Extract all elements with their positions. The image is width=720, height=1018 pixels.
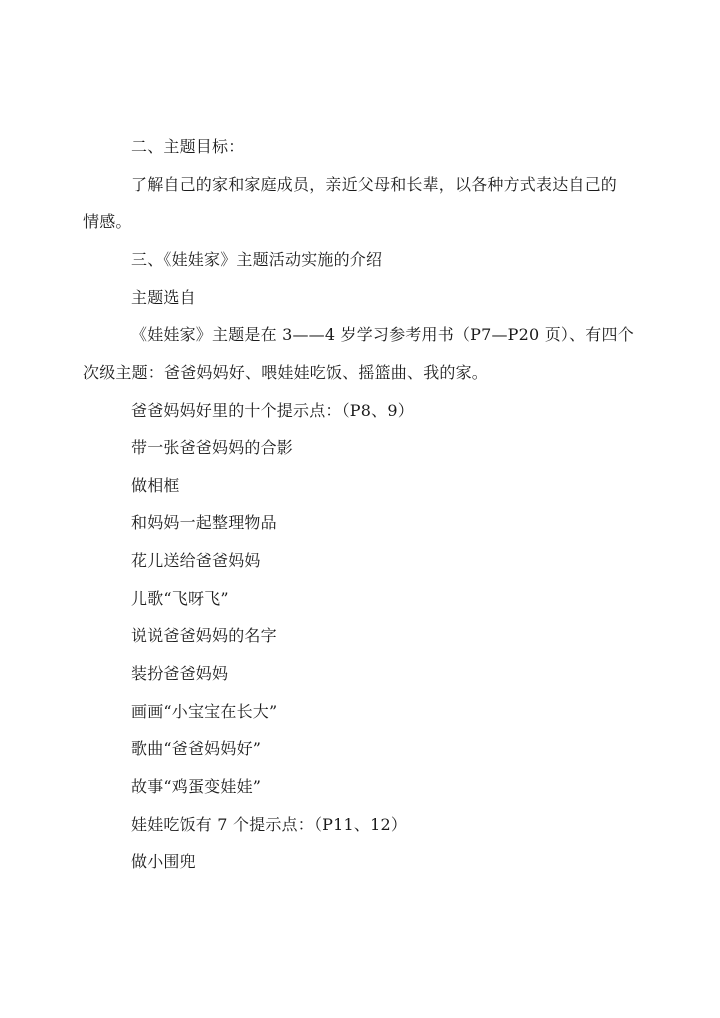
list-item: 做相框	[131, 476, 180, 495]
intro-text-line: 《娃娃家》主题是在 3——4 岁学习参考用书（P7—P20 页）、有四个	[131, 325, 634, 344]
list-item: 花儿送给爸爸妈妈	[131, 551, 261, 570]
theme-source-label: 主题选自	[131, 288, 196, 307]
section-heading-goal: 二、主题目标：	[131, 137, 245, 156]
section-heading-intro: 三、《娃娃家》主题活动实施的介绍	[131, 250, 383, 269]
subtheme-heading: 娃娃吃饭有 7 个提示点：（P11、12）	[131, 815, 408, 834]
list-item: 说说爸爸妈妈的名字	[131, 626, 277, 645]
list-item: 画画“小宝宝在长大”	[131, 702, 278, 721]
intro-text-line: 次级主题：爸爸妈妈好、喂娃娃吃饭、摇篮曲、我的家。	[83, 363, 489, 382]
list-item: 故事“鸡蛋变娃娃”	[131, 777, 262, 796]
list-item: 做小围兜	[131, 852, 196, 871]
list-item: 歌曲“爸爸妈妈好”	[131, 739, 262, 758]
list-item: 装扮爸爸妈妈	[131, 664, 229, 683]
goal-text-line: 情感。	[83, 212, 132, 231]
list-item: 带一张爸爸妈妈的合影	[131, 438, 294, 457]
list-item: 儿歌“飞呀飞”	[131, 589, 229, 608]
subtheme-heading: 爸爸妈妈好里的十个提示点：（P8、9）	[131, 401, 414, 420]
list-item: 和妈妈一起整理物品	[131, 513, 277, 532]
goal-text-line: 了解自己的家和家庭成员，亲近父母和长辈，以各种方式表达自己的	[131, 175, 618, 194]
